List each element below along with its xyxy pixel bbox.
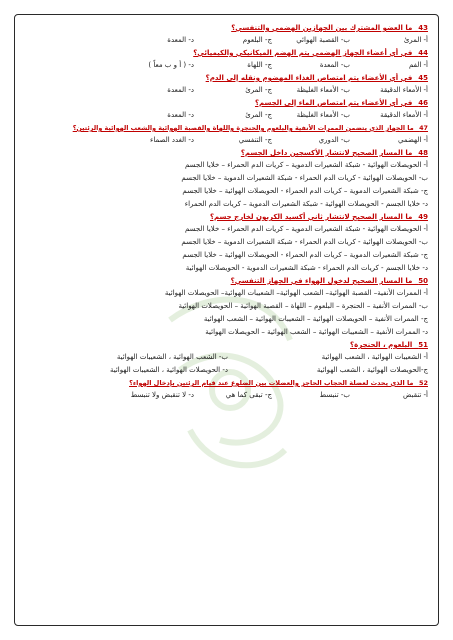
question-52: 52_ ما الذي يحدث لعضلة الحجاب الحاجز والعضلات بين الضلوع عند قيام الرئتين بإدخال الهواء؟: [129, 379, 428, 387]
option: د- الغدد الصماء: [150, 136, 194, 144]
question-43: 43_ ما العضو المشترك بين الجهازين الهضمي والتنفسي؟: [231, 24, 428, 32]
option-line: ب- الحويصلات الهوائية - كريات الدم الحمراء - شبكة الشعيرات الدموية – خلايا الجسم: [181, 174, 428, 182]
option-line: د- خلايا الجسم - الحويصلات الهوائية - شبكة الشعيرات الدموية – كريات الدم الحمراء: [184, 200, 428, 208]
option: أ- الفم: [409, 61, 428, 69]
option: أ- المرئ: [403, 36, 428, 44]
option-line: ب- الممرات الأنفية – الحنجرة – البلعوم – اللهاة – القصبة الهوائية – الحويصلات الهوائية: [178, 302, 428, 310]
option-line: د- الممرات الأنفية – الشعيبات الهوائية – الشعب الهوائية – الحويصلات الهوائية: [205, 328, 428, 336]
question-50: 50_ ما المسار الصحيح لدخول الهواء في الجهاز التنفسي؟: [230, 277, 428, 285]
question-49: 49_ ما المسار الصحيح لانتشار ثاني أكسيد الكربون لخارج جسم؟: [210, 213, 428, 221]
option: ب- الأمعاء الغليظة: [296, 111, 350, 119]
options-51-row1: [26, 353, 428, 362]
option: ب- الشعب الهوائية ، الشعيبات الهوائية: [116, 353, 228, 361]
option: ج- البلعوم: [242, 36, 272, 44]
question-46: 46_ في أي الأعضاء يتم امتصاص الماء إلى الجسم؟: [254, 99, 428, 107]
question-51: 51_ البلعوم ، الحنجرة؟: [350, 341, 428, 349]
question-47: 47_ ما الجهاز الذي يتضمن الممرات الأنفية والبلعوم والحنجرة واللهاة والقصبة الهوائية والشعب الهوائية والرئتين؟: [72, 124, 428, 132]
option: ب- المعدة: [319, 61, 350, 69]
options-51-row2: [26, 366, 428, 375]
option: ج- اللهاة: [247, 61, 272, 69]
options-52: [26, 391, 428, 400]
question-44: 44_ في أي أعضاء الجهاز الهضمي يتم الهضم الميكانيكي والكيميائي؟: [193, 49, 428, 57]
option: د- المعدة: [167, 86, 194, 94]
option: أ- تنقبض: [403, 391, 428, 399]
option: ج- التنفسي: [238, 136, 272, 144]
option: د- لا تنقبض ولا تنبسط: [130, 391, 194, 399]
option: ب- الأمعاء الغليظة: [296, 86, 350, 94]
option-line: ج- شبكة الشعيرات الدموية – كريات الدم الحمراء - الحويصلات الهوائية – خلايا الجسم: [182, 251, 428, 259]
option: أ- الشعيبات الهوائية ، الشعب الهوائية: [321, 353, 428, 361]
options-45: [26, 86, 428, 95]
option-line: ج- شبكة الشعيرات الدموية – كريات الدم الحمراء - الحويصلات الهوائية – خلايا الجسم: [182, 187, 428, 195]
options-43: [26, 36, 428, 45]
questions-content: [26, 20, 428, 402]
question-48: 48_ ما المسار الصحيح لانتشار الأكسجين داخل الجسم؟: [240, 149, 428, 157]
options-46: [26, 111, 428, 120]
option: د- المعدة: [167, 111, 194, 119]
options-44: [26, 61, 428, 70]
option-line: ج- الممرات الأنفية – الحويصلات الهوائية – الشعيبات الهوائية – الشعب الهوائية: [203, 315, 428, 323]
option-line: أ- الحويصلات الهوائية - شبكة الشعيرات الدموية – كريات الدم الحمراء – خلايا الجسم: [184, 161, 428, 169]
option: ب- تنبسط: [319, 391, 350, 399]
option-line: أ- الحويصلات الهوائية - شبكة الشعيرات الدموية – كريات الدم الحمراء – خلايا الجسم: [184, 225, 428, 233]
question-45: 45_ في أي الأعضاء يتم امتصاص الغذاء المهضوم ونقله إلى الدم؟: [205, 74, 428, 82]
option: ج- المرئ: [245, 111, 272, 119]
option-line: ب- الحويصلات الهوائية - كريات الدم الحمراء - شبكة الشعيرات الدموية – خلايا الجسم: [181, 238, 428, 246]
option: د- المعدة: [167, 36, 194, 44]
option: أ- الأمعاء الدقيقة: [380, 86, 428, 94]
option: ج- المرئ: [245, 86, 272, 94]
option: ج- تبقى كما هي: [225, 391, 272, 399]
option: د- ( أ و ب معاً ): [148, 61, 194, 69]
option: ب- القصبة الهوائي: [296, 36, 350, 44]
option: ب- الدوري: [318, 136, 350, 144]
option: د- الحويصلات الهوائية ، الشعيبات الهوائية: [109, 366, 228, 374]
options-47: [26, 136, 428, 145]
option: أ- الأمعاء الدقيقة: [380, 111, 428, 119]
option: أ- الهضمي: [398, 136, 428, 144]
option-line: د- خلايا الجسم - كريات الدم الحمراء - شبكة الشعيرات الدموية - الحويصلات الهوائية: [185, 264, 428, 272]
option: ج-الحويصلات الهوائية ، الشعب الهوائية: [316, 366, 428, 374]
option-line: أ- الممرات الأنفية– القصبة الهوائية– الشعب الهوائية– الشعيبات الهوائية– الحويصلات الهوائية: [164, 289, 428, 297]
